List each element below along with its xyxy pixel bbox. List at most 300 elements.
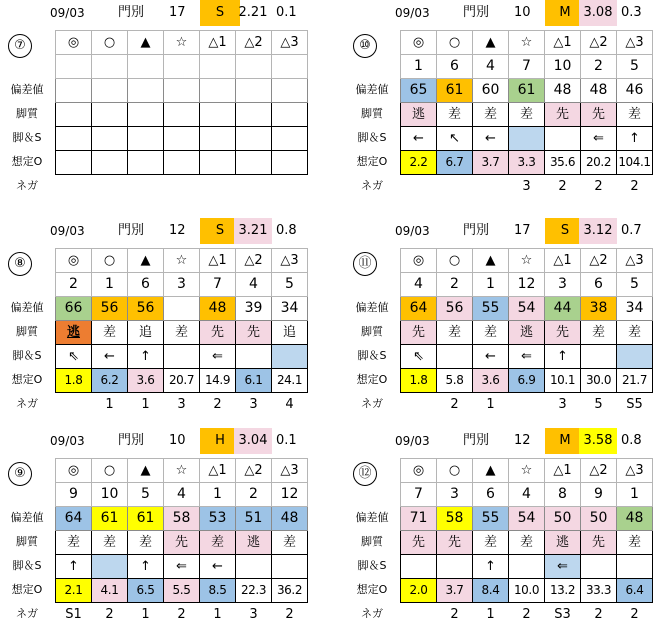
race-date: 09/03 [395,6,430,20]
row-label: 脚＆S [357,131,387,144]
deviation-cell [56,79,92,103]
expected-odds-cell: 3.6 [473,369,509,393]
deviation-cell: 48 [617,507,653,531]
running-style-cell: 差 [200,531,236,555]
race-grid [55,30,308,198]
deviation-cell [272,79,308,103]
race-score: 3.08 [579,0,617,26]
running-style-cell: 差 [272,531,308,555]
negative-cell: 3 [249,397,258,412]
deviation-cell: 44 [545,297,581,321]
track-name: 門別 [463,433,490,448]
row-label: 脚質 [361,107,383,120]
mark-cell: △2 [236,249,272,273]
deviation-cell: 50 [581,507,617,531]
mark-cell: △3 [617,459,653,483]
race-grid [400,458,653,626]
row-label: 脚質 [361,535,383,548]
mark-cell: ☆ [509,249,545,273]
running-style-cell: 差 [437,103,473,127]
running-style-cell: 先 [581,103,617,127]
race-class-badge: S [200,218,240,244]
expected-odds-cell: 6.4 [617,579,653,603]
grid-row [56,369,308,393]
running-style-cell [236,103,272,127]
leg-speed-cell [437,345,473,369]
grid-row [56,321,308,345]
horse-number-cell: 12 [272,483,308,507]
running-style-cell: 先 [545,321,581,345]
deviation-cell: 53 [200,507,236,531]
negative-cell: S5 [626,397,643,412]
mark-cell: △2 [581,459,617,483]
expected-odds-cell: 36.2 [272,579,308,603]
grid-row [401,297,653,321]
negative-cell [272,175,308,199]
deviation-cell: 46 [617,79,653,103]
running-style-cell: 先 [164,531,200,555]
grid-row [56,459,308,483]
runner-count: 12 [514,433,531,448]
expected-odds-cell: 13.2 [545,579,581,603]
horse-number-cell: 1 [617,483,653,507]
expected-odds-cell: 1.8 [401,369,437,393]
mark-cell: △2 [236,459,272,483]
grid-row [401,127,653,151]
mark-cell: △1 [545,31,581,55]
race-diff: 0.3 [621,5,642,20]
leg-speed-cell: ⇐ [509,345,545,369]
leg-speed-cell [128,127,164,151]
deviation-cell: 58 [164,507,200,531]
negative-cell [92,175,128,199]
race-diff: 0.7 [621,223,642,238]
expected-odds-cell: 10.0 [509,579,545,603]
mark-cell: △1 [200,249,236,273]
running-style-cell: 逃 [401,103,437,127]
expected-odds-cell: 20.7 [164,369,200,393]
mark-cell: ◎ [401,249,437,273]
leg-speed-cell: ← [473,127,509,151]
leg-speed-cell: ↑ [128,555,164,579]
race-diff: 0.1 [276,433,297,448]
running-style-cell: 差 [473,103,509,127]
race-class-badge: S [200,0,240,26]
grid-row [56,297,308,321]
leg-speed-cell [272,127,308,151]
running-style-cell: 差 [509,103,545,127]
expected-odds-cell: 6.1 [236,369,272,393]
grid-row [56,31,308,55]
grid-row [56,483,308,507]
negative-cell [236,175,272,199]
running-style-cell: 差 [56,531,92,555]
grid-row [401,507,653,531]
horse-number-cell: 5 [128,483,164,507]
horse-number-cell: 1 [401,55,437,79]
leg-speed-cell [581,345,617,369]
grid-row [401,483,653,507]
leg-speed-cell [509,555,545,579]
horse-number-cell: 6 [473,483,509,507]
leg-speed-cell [236,555,272,579]
grid-row [56,507,308,531]
race-panel [0,428,316,628]
deviation-cell: 61 [509,79,545,103]
horse-number-cell: 1 [92,273,128,297]
row-label: 脚質 [16,535,38,548]
grid-row [401,273,653,297]
grid-row [56,175,308,199]
deviation-cell: 61 [128,507,164,531]
negative-cell [56,175,92,199]
deviation-cell: 48 [200,297,236,321]
race-number-badge: ⑩ [353,34,377,58]
row-label: 脚質 [16,107,38,120]
leg-speed-cell [437,555,473,579]
mark-cell: △3 [617,249,653,273]
deviation-cell: 64 [401,297,437,321]
track-name: 門別 [463,223,490,238]
negative-cell: 2 [594,179,603,194]
horse-number-cell: 10 [545,55,581,79]
negative-cell: 2 [522,607,531,622]
mark-cell: ◎ [401,31,437,55]
leg-speed-cell [545,127,581,151]
mark-cell: ☆ [164,249,200,273]
leg-speed-cell [164,127,200,151]
running-style-cell: 先 [236,321,272,345]
race-diff: 0.1 [276,5,297,20]
grid-row [401,459,653,483]
row-label: 脚＆S [357,349,387,362]
expected-odds-cell: 3.7 [437,579,473,603]
race-grid [55,248,308,416]
leg-speed-cell: ↖ [437,127,473,151]
row-label: ネガ [361,179,383,192]
deviation-cell: 38 [581,297,617,321]
negative-cell [401,393,437,417]
deviation-cell: 34 [272,297,308,321]
negative-cell: 1 [105,397,114,412]
leg-speed-cell: ↑ [545,345,581,369]
grid-row [401,175,653,199]
grid-row [56,55,308,79]
mark-cell: ○ [92,31,128,55]
horse-number-cell [200,55,236,79]
row-label: 脚質 [16,325,38,338]
horse-number-cell: 3 [164,273,200,297]
deviation-cell [128,79,164,103]
row-label: ネガ [16,179,38,192]
expected-odds-cell: 6.2 [92,369,128,393]
grid-row [56,79,308,103]
leg-speed-cell [236,127,272,151]
grid-row [401,393,653,417]
negative-cell: 2 [450,397,459,412]
expected-odds-cell: 2.0 [401,579,437,603]
race-date: 09/03 [395,224,430,238]
horse-number-cell: 4 [401,273,437,297]
deviation-cell: 61 [92,507,128,531]
race-score: 3.12 [579,218,617,244]
grid-row [401,531,653,555]
negative-cell: 1 [486,607,495,622]
mark-cell: ▲ [473,249,509,273]
race-date: 09/03 [50,224,85,238]
expected-odds-cell: 6.9 [509,369,545,393]
horse-number-cell [164,55,200,79]
horse-number-cell: 9 [581,483,617,507]
grid-row [401,31,653,55]
negative-cell [56,393,92,417]
race-score: 3.04 [234,428,272,454]
negative-cell [473,175,509,199]
expected-odds-cell [272,151,308,175]
race-number-badge: ⑫ [353,462,377,486]
race-panel [345,0,661,200]
deviation-cell: 56 [92,297,128,321]
leg-speed-cell [617,345,653,369]
runner-count: 10 [169,433,186,448]
horse-number-cell: 4 [509,483,545,507]
running-style-cell: 差 [581,321,617,345]
negative-cell: 2 [105,607,114,622]
horse-number-cell [272,55,308,79]
grid-row [56,151,308,175]
running-style-cell: 差 [437,321,473,345]
race-grid [400,30,653,198]
grid-row [56,531,308,555]
running-style-cell: 先 [437,531,473,555]
runner-count: 17 [169,5,186,20]
horse-number-cell: 12 [509,273,545,297]
horse-number-cell: 4 [473,55,509,79]
deviation-cell [164,79,200,103]
deviation-cell: 66 [56,297,92,321]
grid-row [401,79,653,103]
horse-number-cell: 7 [401,483,437,507]
expected-odds-cell: 2.2 [401,151,437,175]
horse-number-cell: 4 [236,273,272,297]
negative-cell: 2 [450,607,459,622]
mark-cell: ▲ [128,31,164,55]
negative-cell: 1 [141,397,150,412]
row-label: 偏差値 [10,83,44,96]
leg-speed-cell: ⇖ [56,345,92,369]
grid-row [401,579,653,603]
mark-cell: ▲ [473,31,509,55]
running-style-cell: 差 [473,321,509,345]
race-grid [55,458,308,626]
row-label: 偏差値 [355,83,389,96]
grid-row [56,603,308,627]
negative-cell: 3 [558,397,567,412]
leg-speed-cell: ← [200,555,236,579]
track-name: 門別 [118,433,145,448]
grid-row [401,103,653,127]
deviation-cell: 51 [236,507,272,531]
grid-row [401,369,653,393]
expected-odds-cell: 35.6 [545,151,581,175]
deviation-cell: 34 [617,297,653,321]
negative-cell: 3 [522,179,531,194]
horse-number-cell: 6 [581,273,617,297]
running-style-cell [56,103,92,127]
mark-cell: ☆ [509,459,545,483]
leg-speed-cell: ⇐ [581,127,617,151]
track-name: 門別 [118,5,145,20]
leg-speed-cell [272,555,308,579]
expected-odds-cell: 6.7 [437,151,473,175]
race-score: 3.21 [234,218,272,244]
mark-cell: ◎ [56,459,92,483]
mark-cell: ☆ [164,31,200,55]
running-style-cell: 差 [92,321,128,345]
mark-cell: △1 [200,459,236,483]
leg-speed-cell [56,127,92,151]
grid-row [401,345,653,369]
running-style-cell: 逃 [56,321,92,345]
leg-speed-cell: ⇐ [200,345,236,369]
horse-number-cell: 2 [437,273,473,297]
negative-cell: 3 [249,607,258,622]
horse-number-cell [56,55,92,79]
grid-row [56,103,308,127]
row-label: ネガ [361,607,383,620]
horse-number-cell: 1 [473,273,509,297]
expected-odds-cell: 1.8 [56,369,92,393]
mark-cell: ○ [92,249,128,273]
grid-row [401,555,653,579]
deviation-cell [164,297,200,321]
running-style-cell: 追 [128,321,164,345]
row-label: 想定O [11,373,43,386]
running-style-cell: 差 [92,531,128,555]
horse-number-cell: 8 [545,483,581,507]
horse-number-cell: 5 [617,55,653,79]
grid-row [56,249,308,273]
leg-speed-cell [236,345,272,369]
leg-speed-cell [272,345,308,369]
expected-odds-cell: 8.5 [200,579,236,603]
grid-row [401,249,653,273]
race-panel [0,218,316,418]
expected-odds-cell: 21.7 [617,369,653,393]
running-style-cell [200,103,236,127]
expected-odds-cell: 104.1 [617,151,653,175]
deviation-cell [200,79,236,103]
leg-speed-cell: ⇐ [164,555,200,579]
grid-row [56,579,308,603]
horse-number-cell: 6 [437,55,473,79]
row-label: 脚＆S [357,559,387,572]
leg-speed-cell: ↑ [128,345,164,369]
negative-cell [509,393,545,417]
row-label: 偏差値 [10,511,44,524]
expected-odds-cell: 24.1 [272,369,308,393]
expected-odds-cell: 14.9 [200,369,236,393]
negative-cell: S1 [65,607,82,622]
row-label: 偏差値 [10,301,44,314]
runner-count: 17 [514,223,531,238]
row-label: 偏差値 [355,301,389,314]
race-number-badge: ⑧ [8,252,32,276]
leg-speed-cell [509,127,545,151]
leg-speed-cell: ↑ [56,555,92,579]
deviation-cell: 55 [473,507,509,531]
running-style-cell: 先 [401,321,437,345]
leg-speed-cell: ← [401,127,437,151]
mark-cell: △1 [545,459,581,483]
running-style-cell: 差 [617,531,653,555]
grid-row [56,127,308,151]
running-style-cell [92,103,128,127]
grid-row [401,603,653,627]
expected-odds-cell: 22.3 [236,579,272,603]
horse-number-cell: 7 [200,273,236,297]
race-grid [400,248,653,416]
expected-odds-cell: 2.1 [56,579,92,603]
mark-cell: △3 [272,249,308,273]
deviation-cell: 61 [437,79,473,103]
expected-odds-cell: 6.5 [128,579,164,603]
mark-cell: △1 [545,249,581,273]
deviation-cell: 39 [236,297,272,321]
deviation-cell: 54 [509,297,545,321]
mark-cell: △3 [272,31,308,55]
expected-odds-cell: 8.4 [473,579,509,603]
row-label: 想定O [356,155,388,168]
negative-cell [128,175,164,199]
deviation-cell [236,79,272,103]
leg-speed-cell [617,555,653,579]
track-name: 門別 [118,223,145,238]
running-style-cell: 先 [401,531,437,555]
negative-cell: S3 [554,607,571,622]
running-style-cell: 追 [272,321,308,345]
horse-number-cell: 1 [200,483,236,507]
deviation-cell: 54 [509,507,545,531]
mark-cell: △1 [200,31,236,55]
mark-cell: ☆ [164,459,200,483]
race-class-badge: M [545,428,585,454]
deviation-cell: 60 [473,79,509,103]
deviation-cell: 65 [401,79,437,103]
expected-odds-cell [92,151,128,175]
leg-speed-cell [200,127,236,151]
mark-cell: ○ [92,459,128,483]
deviation-cell [92,79,128,103]
grid-row [56,345,308,369]
running-style-cell: 差 [164,321,200,345]
mark-cell: ▲ [128,249,164,273]
running-style-cell [164,103,200,127]
leg-speed-cell: ↑ [473,555,509,579]
running-style-cell: 差 [617,103,653,127]
leg-speed-cell [401,555,437,579]
leg-speed-cell: ← [92,345,128,369]
running-style-cell: 差 [509,531,545,555]
negative-cell [164,175,200,199]
expected-odds-cell: 33.3 [581,579,617,603]
deviation-cell: 64 [56,507,92,531]
grid-row [401,151,653,175]
race-class-badge: M [545,0,585,26]
horse-number-cell: 2 [236,483,272,507]
expected-odds-cell: 20.2 [581,151,617,175]
expected-odds-cell: 5.8 [437,369,473,393]
